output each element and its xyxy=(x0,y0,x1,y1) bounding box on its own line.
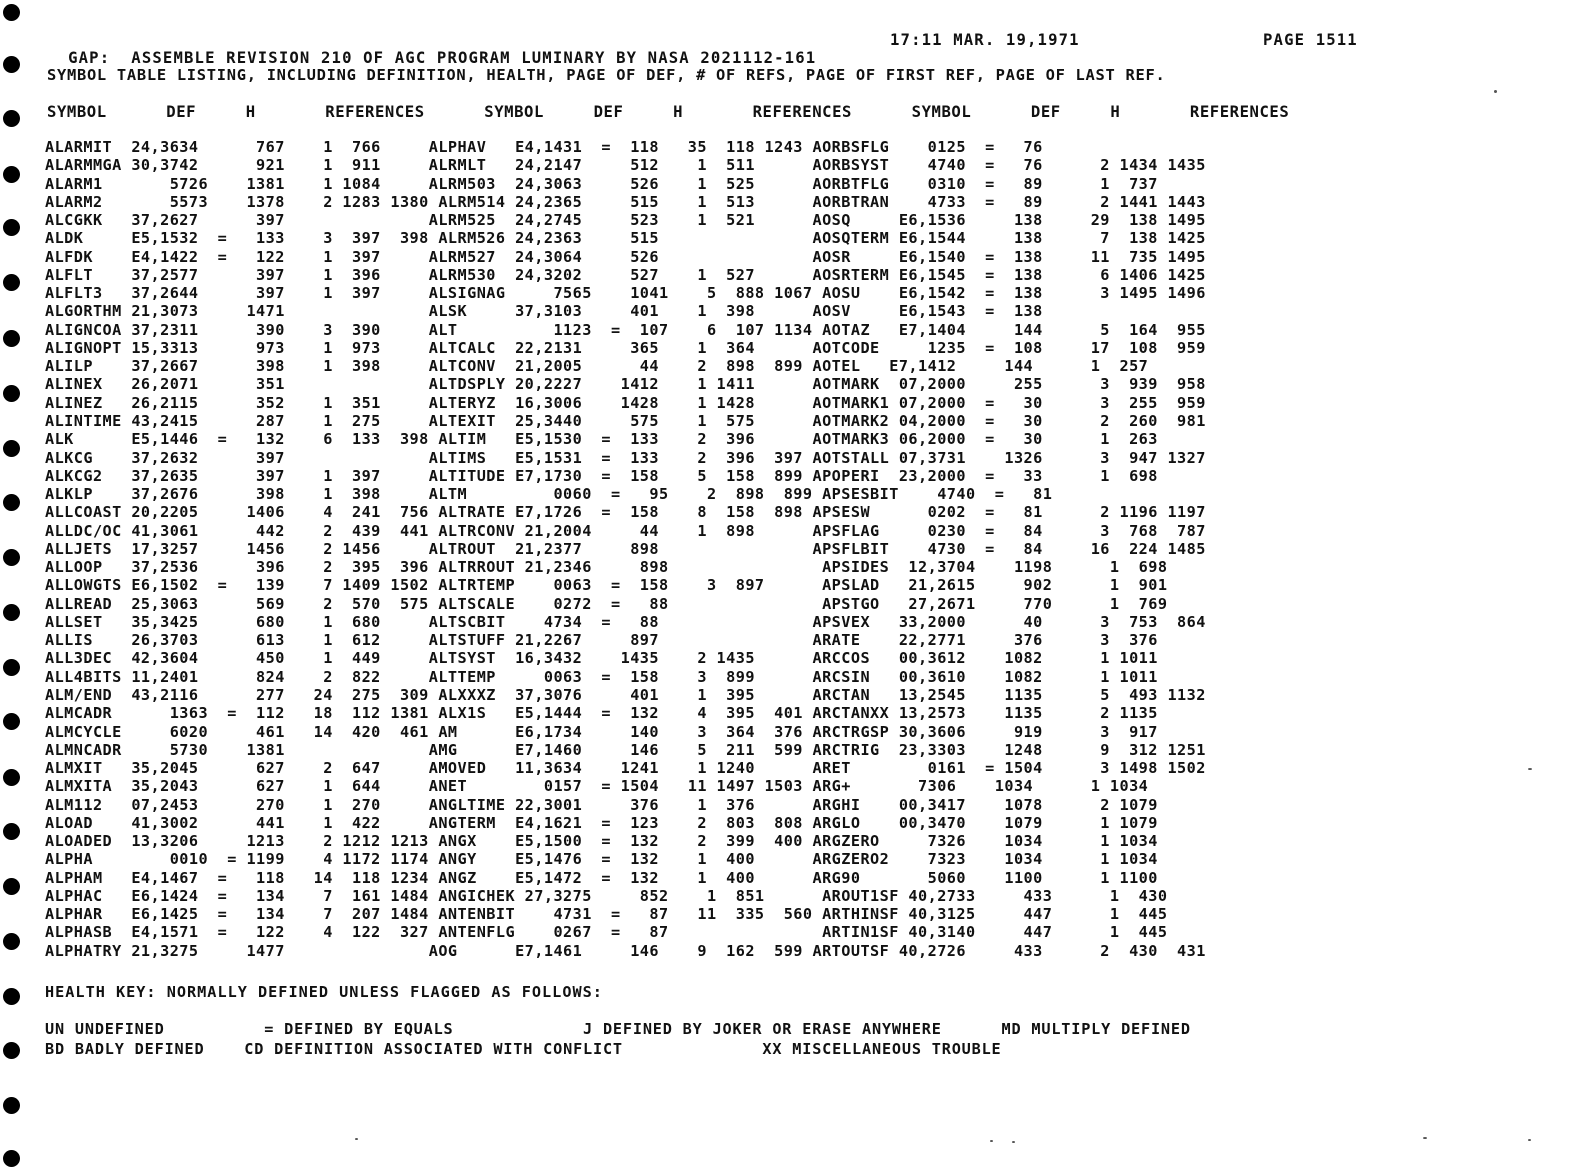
table-row: ALINEZ 26,2115 352 1 351 ALTERYZ 16,3006 1428 1 1428 AOTMARK1 07,2000 = 30 3 255 959 xyxy=(45,393,1206,412)
punch-hole xyxy=(3,56,20,73)
scan-speck xyxy=(355,1138,358,1140)
table-row: ALMXITA 35,2043 627 1 644 ANET 0157 = 1504 11 1497 1503 ARG+ 7306 1034 1 1034 xyxy=(45,777,1149,796)
table-row: ALOADED 13,3206 1213 2 1212 1213 ANGX E5,1500 = 132 2 399 400 ARGZERO 7326 1034 1 1034 xyxy=(45,832,1158,851)
punch-hole xyxy=(3,219,20,236)
table-row: ALLSET 35,3425 680 1 680 ALTSCBIT 4734 = 88 APSVEX 33,2000 40 3 753 864 xyxy=(45,612,1206,631)
table-row: ALM/END 43,2116 277 24 275 309 ALXXXZ 37,3076 401 1 395 ARCTAN 13,2545 1135 5 493 1132 xyxy=(45,685,1206,704)
punch-hole xyxy=(3,4,20,21)
table-description: SYMBOL TABLE LISTING, INCLUDING DEFINITION, HEALTH, PAGE OF DEF, # OF REFS, PAGE OF FIRST REF, PAGE OF LAST REF. xyxy=(47,66,1166,84)
table-row: ALARMIT 24,3634 767 1 766 ALPHAV E4,1431 = 118 35 118 1243 AORBSFLG 0125 = 76 xyxy=(45,138,1043,156)
scan-speck xyxy=(1423,1137,1427,1139)
table-row: ALL4BITS 11,2401 824 2 822 ALTTEMP 0063 = 158 3 899 ARCSIN 00,3610 1082 1 1011 xyxy=(45,667,1158,686)
table-row: ALFLT 37,2577 397 1 396 ALRM530 24,3202 527 1 527 AOSRTERM E6,1545 = 138 6 1406 1425 xyxy=(45,265,1206,284)
table-row: ALPHAM E4,1467 = 118 14 118 1234 ANGZ E5,1472 = 132 1 400 ARG90 5060 1100 1 1100 xyxy=(45,868,1158,887)
table-row: ALCGKK 37,2627 397 ALRM525 24,2745 523 1 521 AOSQ E6,1536 138 29 138 1495 xyxy=(45,211,1206,230)
table-row: ALMNCADR 5730 1381 AMG E7,1460 146 5 211 599 ARCTRIG 23,3303 1248 9 312 1251 xyxy=(45,740,1206,759)
assembly-title: GAP: ASSEMBLE REVISION 210 OF AGC PROGRAM LUMINARY BY NASA 2021112-161 xyxy=(68,49,817,67)
table-row: ALMCYCLE 6020 461 14 420 461 AM E6,1734 140 3 364 376 ARCTRGSP 30,3606 919 3 917 xyxy=(45,722,1158,741)
table-row: ALKCG 37,2632 397 ALTIMS E5,1531 = 133 2 396 397 AOTSTALL 07,3731 1326 3 947 1327 xyxy=(45,448,1206,467)
table-row: ALKCG2 37,2635 397 1 397 ALTITUDE E7,1730 = 158 5 158 899 APOPERI 23,2000 = 33 1 698 xyxy=(45,466,1158,485)
table-row: ALLIS 26,3703 613 1 612 ALTSTUFF 21,2267 897 ARATE 22,2771 376 3 376 xyxy=(45,631,1158,650)
table-row: ALPHASB E4,1571 = 122 4 122 327 ANTENFLG 0267 = 87 ARTIN1SF 40,3140 447 1 445 xyxy=(45,923,1168,942)
punch-hole xyxy=(3,769,20,786)
scan-speck xyxy=(1528,768,1532,770)
table-row: ALFLT3 37,2644 397 1 397 ALSIGNAG 7565 1041 5 888 1067 AOSU E6,1542 = 138 3 1495 1496 xyxy=(45,284,1206,303)
table-row: ALIGNOPT 15,3313 973 1 973 ALTCALC 22,2131 365 1 364 AOTCODE 1235 = 108 17 108 959 xyxy=(45,338,1206,357)
table-row: ALFDK E4,1422 = 122 1 397 ALRM527 24,3064 526 AOSR E6,1540 = 138 11 735 1495 xyxy=(45,247,1206,266)
table-row: ALLCOAST 20,2205 1406 4 241 756 ALTRATE E7,1726 = 158 8 158 898 APSESW 0202 = 81 2 1196 1197 xyxy=(45,503,1206,522)
punch-hole xyxy=(3,330,20,347)
table-row: ALLDC/OC 41,3061 442 2 439 441 ALTRCONV 21,2004 44 1 898 APSFLAG 0230 = 84 3 768 787 xyxy=(45,521,1206,540)
table-row: ALGORTHM 21,3073 1471 ALSK 37,3103 401 1 398 AOSV E6,1543 = 138 xyxy=(45,302,1043,321)
table-row: ALLREAD 25,3063 569 2 570 575 ALTSCALE 0272 = 88 APSTGO 27,2671 770 1 769 xyxy=(45,594,1168,613)
punch-hole-margin xyxy=(0,0,24,1167)
punch-hole xyxy=(3,878,20,895)
punch-hole xyxy=(3,274,20,291)
listing-header-line xyxy=(47,31,816,67)
health-key-line-1: UN UNDEFINED = DEFINED BY EQUALS J DEFINED BY JOKER OR ERASE ANYWHERE MD MULTIPLY DEFINED xyxy=(45,1020,1191,1038)
table-row: ALILP 37,2667 398 1 398 ALTCONV 21,2005 44 2 898 899 AOTEL E7,1412 144 1 257 xyxy=(45,357,1149,376)
scan-speck xyxy=(990,1140,993,1142)
punch-hole xyxy=(3,933,20,950)
table-row: ALLOWGTS E6,1502 = 139 7 1409 1502 ALTRTEMP 0063 = 158 3 897 APSLAD 21,2615 902 1 901 xyxy=(45,576,1168,595)
table-row: ALARM2 5573 1378 2 1283 1380 ALRM514 24,2365 515 1 513 AORBTRAN 4733 = 89 2 1441 1443 xyxy=(45,192,1206,211)
punch-hole xyxy=(3,823,20,840)
punch-hole xyxy=(3,110,20,127)
health-key-line-2: BD BADLY DEFINED CD DEFINITION ASSOCIATED WITH CONFLICT XX MISCELLANEOUS TROUBLE xyxy=(45,1040,1002,1058)
listing-timestamp: 17:11 MAR. 19,1971 xyxy=(890,31,1080,49)
table-row: ALOAD 41,3002 441 1 422 ANGTERM E4,1621 = 123 2 803 808 ARGLO 00,3470 1079 1 1079 xyxy=(45,813,1158,832)
column-headers: SYMBOL DEF H REFERENCES SYMBOL DEF H REFERENCES SYMBOL DEF H REFERENCES xyxy=(47,103,1290,121)
table-row: ALKLP 37,2676 398 1 398 ALTM 0060 = 95 2 898 899 APSESBIT 4740 = 81 xyxy=(45,485,1053,504)
table-row: ALARM1 5726 1381 1 1084 ALRM503 24,3063 526 1 525 AORBTFLG 0310 = 89 1 737 xyxy=(45,174,1158,193)
table-row: ALINEX 26,2071 351 ALTDSPLY 20,2227 1412 1 1411 AOTMARK 07,2000 255 3 939 958 xyxy=(45,375,1206,394)
table-row: ALPHAC E6,1424 = 134 7 161 1484 ANGICHEK 27,3275 852 1 851 AROUT1SF 40,2733 433 1 430 xyxy=(45,886,1168,905)
punch-hole xyxy=(3,440,20,457)
table-row: ALM112 07,2453 270 1 270 ANGLTIME 22,3001 376 1 376 ARGHI 00,3417 1078 2 1079 xyxy=(45,795,1158,814)
table-row: ALLJETS 17,3257 1456 2 1456 ALTROUT 21,2377 898 APSFLBIT 4730 = 84 16 224 1485 xyxy=(45,539,1206,558)
table-row: ALPHATRY 21,3275 1477 AOG E7,1461 146 9 162 599 ARTOUTSF 40,2726 433 2 430 431 xyxy=(45,941,1206,960)
table-row: ALLOOP 37,2536 396 2 395 396 ALTRROUT 21,2346 898 APSIDES 12,3704 1198 1 698 xyxy=(45,558,1168,577)
table-row: ALMCADR 1363 = 112 18 112 1381 ALX1S E5,1444 = 132 4 395 401 ARCTANXX 13,2573 1135 2 1135 xyxy=(45,704,1158,723)
table-row: ALL3DEC 42,3604 450 1 449 ALTSYST 16,3432 1435 2 1435 ARCCOS 00,3612 1082 1 1011 xyxy=(45,649,1158,668)
punch-hole xyxy=(3,659,20,676)
punch-hole xyxy=(3,1097,20,1114)
punch-hole xyxy=(3,1042,20,1059)
scan-speck xyxy=(1012,1141,1015,1143)
table-row: ALIGNCOA 37,2311 390 3 390 ALT 1123 = 107 6 107 1134 AOTAZ E7,1404 144 5 164 955 xyxy=(45,320,1206,339)
table-row: ALINTIME 43,2415 287 1 275 ALTEXIT 25,3440 575 1 575 AOTMARK2 04,2000 = 30 2 260 981 xyxy=(45,411,1206,430)
punch-hole xyxy=(3,1150,20,1167)
scan-speck xyxy=(1528,1139,1531,1141)
table-row: ALPHA 0010 = 1199 4 1172 1174 ANGY E5,1476 = 132 1 400 ARGZERO2 7323 1034 1 1034 xyxy=(45,850,1158,869)
table-row: ALK E5,1446 = 132 6 133 398 ALTIM E5,1530 = 133 2 396 AOTMARK3 06,2000 = 30 1 263 xyxy=(45,430,1158,449)
symbol-table xyxy=(45,138,1206,960)
scan-speck xyxy=(1494,90,1497,93)
punch-hole xyxy=(3,549,20,566)
table-row: ALPHAR E6,1425 = 134 7 207 1484 ANTENBIT 4731 = 87 11 335 560 ARTHINSF 40,3125 447 1 445 xyxy=(45,905,1168,924)
health-key-title: HEALTH KEY: NORMALLY DEFINED UNLESS FLAGGED AS FOLLOWS: xyxy=(45,983,603,1001)
table-row: ALDK E5,1532 = 133 3 397 398 ALRM526 24,2363 515 AOSQTERM E6,1544 138 7 138 1425 xyxy=(45,229,1206,248)
punch-hole xyxy=(3,494,20,511)
punch-hole xyxy=(3,166,20,183)
punch-hole xyxy=(3,604,20,621)
listing-page-number: PAGE 1511 xyxy=(1263,31,1358,49)
table-row: ALARMMGA 30,3742 921 1 911 ALRMLT 24,2147 512 1 511 AORBSYST 4740 = 76 2 1434 1435 xyxy=(45,156,1206,175)
table-row: ALMXIT 35,2045 627 2 647 AMOVED 11,3634 1241 1 1240 ARET 0161 = 1504 3 1498 1502 xyxy=(45,759,1206,778)
punch-hole xyxy=(3,385,20,402)
punch-hole xyxy=(3,988,20,1005)
punch-hole xyxy=(3,713,20,730)
